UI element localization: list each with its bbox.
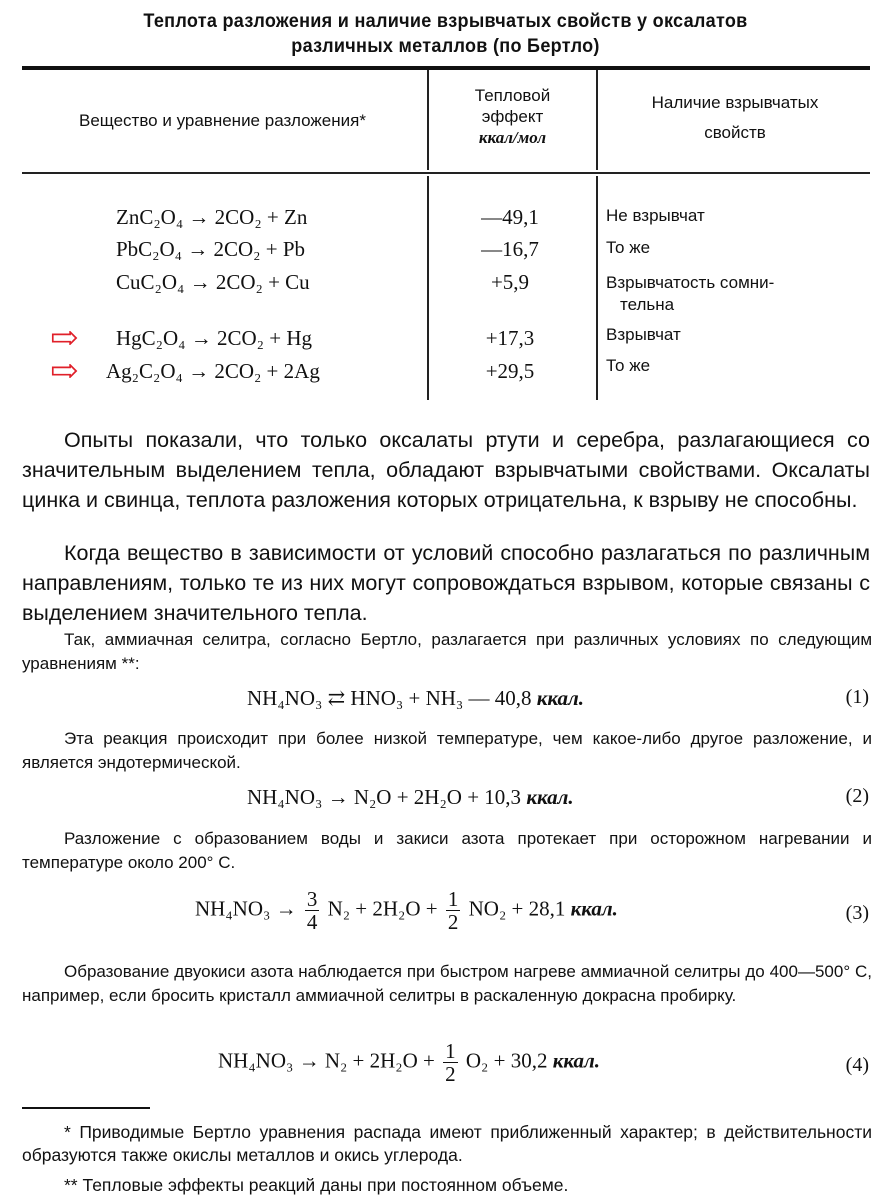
paragraph-nitrous-oxide: Разложение с образованием воды и закиси азота протекает при осторожном нагревании и температуре около 200° С. <box>22 829 872 872</box>
equation-1-number: (1) <box>845 686 869 708</box>
table-row-status-zn: Не взрывчат <box>606 206 705 225</box>
table-row-equation-ag: Ag₂C₂O₄ → 2CO₂ + 2Ag <box>106 359 320 383</box>
fraction-1-2: $\frac{1}{2}$ <box>445 1039 456 1086</box>
equation-1: NH₄NO₃ ⇄ HNO₃ + NH₃ — 40,8 ккал. <box>247 686 585 710</box>
table-row-value-cu: +5,9 <box>490 270 530 294</box>
table-row-value-zn: —49,1 <box>481 205 539 229</box>
header-heat-line1: Тепловой <box>474 86 551 105</box>
paragraph-nitrogen-dioxide: Образование двуокиси азота наблюдается при быстром нагреве аммиачной селитры до 400—500° С, например, если бросить кристалл аммиачной селитры в раскаленную докрасна пробирку. <box>22 962 872 1005</box>
column-divider-2-body <box>596 176 598 400</box>
paragraph-oxalates: Опыты показали, что только оксалаты ртути и серебра, разлагающиеся со значительным выделением тепла, обладают взрывчатыми свойствами. Оксалаты цинка и свинца, теплота разложения которых отрицательна, к взрыву не способны. <box>22 428 870 512</box>
table-row-value-ag: +29,5 <box>485 359 535 383</box>
table-row-status-hg: Взрывчат <box>606 325 681 344</box>
header-heat-unit: ккал/мол <box>478 128 547 147</box>
paragraph-endothermic: Эта реакция происходит при более низкой температуре, чем какое-либо другое разложение, и является эндотермической. <box>22 729 872 772</box>
header-explosive-line1: Наличие взрывчатых <box>651 93 819 112</box>
table-row-value-hg: +17,3 <box>485 326 535 350</box>
column-divider-1-body <box>427 176 429 400</box>
header-substance: Вещество и уравнение разложения* <box>79 111 366 130</box>
table-row-equation-hg: HgC₂O₄ → 2CO₂ + Hg <box>116 326 312 350</box>
table-row-equation-zn: ZnC₂O₄ → 2CO₂ + Zn <box>116 205 308 229</box>
equation-2: NH₄NO₃ → N₂O + 2H₂O + 10,3 ккал. <box>247 785 574 809</box>
header-explosive <box>600 88 870 148</box>
table-row-status-cu-cont: тельна <box>620 295 675 314</box>
fraction-3-4: $\frac{3}{4}$ <box>306 887 318 934</box>
table-row-value-pb: —16,7 <box>481 237 539 261</box>
paragraph-decomposition: Когда вещество в зависимости от условий способно разлагаться по различным направлениям, только те из них могут сопровождаться взрывом, которые связаны с выделением значительного тепла. <box>22 541 870 625</box>
table-row-status-pb: То же <box>606 238 651 257</box>
table-top-rule <box>22 66 870 70</box>
equation-3: NH₄NO₃ → $\frac{3}{4}$ N₂ + 2H₂O + $\frac{1}{2}$ NO₂ + 28,1 ккал. <box>195 887 618 934</box>
table-row-status-ag: То же <box>606 356 651 375</box>
equation-2-number: (2) <box>845 785 869 807</box>
column-divider-2 <box>596 70 598 170</box>
column-divider-1 <box>427 70 429 170</box>
footnote-2: ** Тепловые эффекты реакций даны при постоянном объеме. <box>64 1175 569 1195</box>
equation-3-number: (3) <box>845 902 869 924</box>
header-heat-effect <box>430 85 595 148</box>
table-header-rule <box>22 172 870 174</box>
table-title-line2: различных металлов (по Бертло) <box>291 36 600 57</box>
highlight-arrow-icon: ⇨ <box>50 353 79 390</box>
highlight-arrow-icon: ⇨ <box>50 320 79 357</box>
fraction-1-2: $\frac{1}{2}$ <box>447 887 459 934</box>
footnote-1: * Приводимые Бертло уравнения распада имеют приближенный характер; в действительности образуются также окислы металлов и окись углерода. <box>22 1122 872 1165</box>
footnote-separator <box>22 1107 150 1109</box>
table-row-equation-cu: CuC₂O₄ → 2CO₂ + Cu <box>116 270 310 294</box>
paragraph-ammonium-nitrate: Так, аммиачная селитра, согласно Бертло, разлагается при различных условиях по следующим уравнениям **: <box>22 630 872 673</box>
table-title-line1: Теплота разложения и наличие взрывчатых свойств у оксалатов <box>143 11 748 32</box>
table-row-equation-pb: PbC₂O₄ → 2CO₂ + Pb <box>116 237 306 261</box>
header-heat-line2: эффект <box>481 107 544 126</box>
table-row-status-cu: Взрывчатость сомни- <box>606 273 775 292</box>
equation-4: NH₄NO₃ → N₂ + 2H₂O + $\frac{1}{2}$ O₂ + 30,2 ккал. <box>218 1039 601 1086</box>
equation-4-number: (4) <box>845 1054 869 1076</box>
header-explosive-line2: свойств <box>704 123 766 142</box>
